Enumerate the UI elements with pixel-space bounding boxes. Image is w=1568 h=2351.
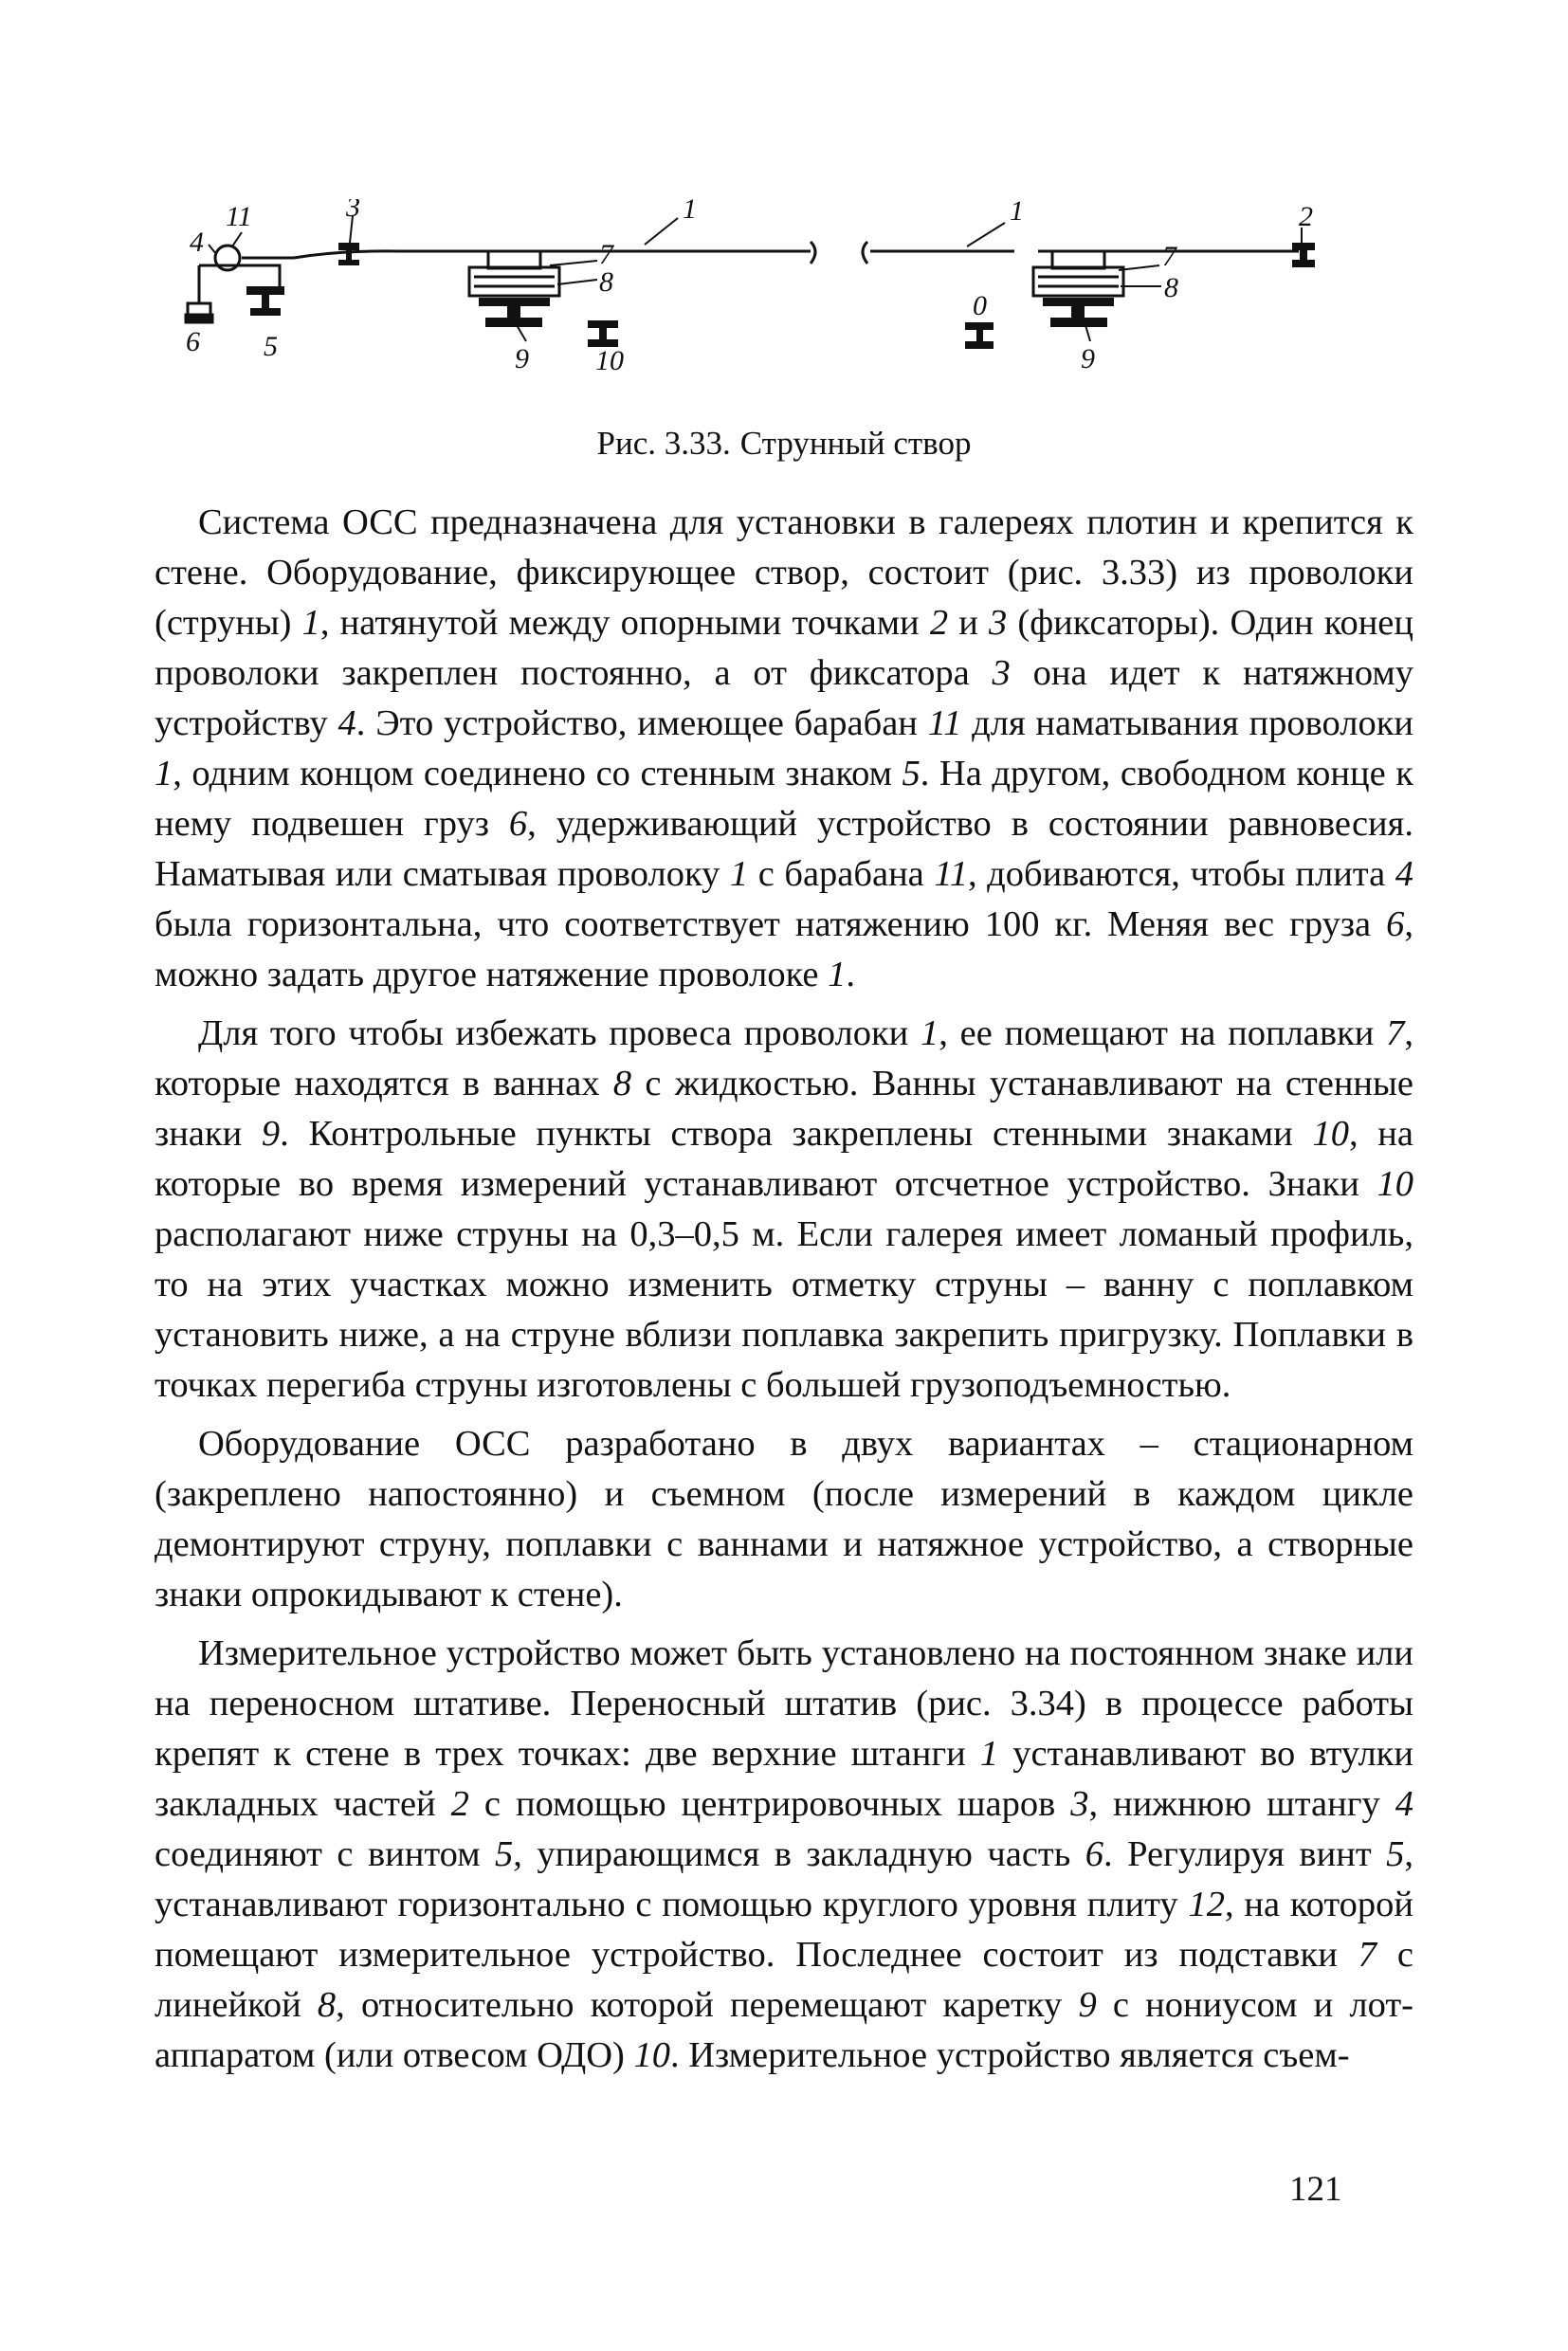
text-run: , на которой помещают измерительное устройство. Последнее состоит из подставки [155, 1885, 1414, 1975]
text-run: , удерживающий устройство в состоянии равновесия. Наматывая или сматывая проволоку [155, 804, 1413, 894]
ref-number: 9 [1078, 1985, 1097, 2025]
text-run: , упирающимся в закладную часть [513, 1834, 1085, 1874]
text-run: . Это устройство, имеющее барабан [356, 703, 928, 743]
ref-number: 5 [1386, 1834, 1405, 1874]
body-text [155, 498, 1413, 2081]
text-run: , натянутой между опорными точками [319, 603, 930, 643]
text-run: с помощью центрировочных шаров [468, 1784, 1071, 1824]
text-run: , на которые во время измерений устанавливают отсчетное устройство. Знаки [155, 1114, 1413, 1204]
ref-number: 4 [1395, 1784, 1413, 1824]
page-number: 121 [1289, 2170, 1342, 2209]
figure-string-alignment [152, 199, 1346, 427]
text-run: с нониусом и лот-аппаратом (или отвесом ОДО) [155, 1985, 1413, 2075]
ref-number: 2 [450, 1784, 469, 1824]
ref-number: 10 [1312, 1114, 1349, 1154]
text-run: соединяют с винтом [155, 1834, 496, 1874]
ref-number: 3 [992, 653, 1011, 693]
ref-number: 11 [934, 854, 968, 894]
ref-number: 6 [508, 804, 528, 844]
weight [186, 303, 212, 322]
control-point-10 [588, 320, 618, 347]
text-run: (фиксаторы). Один конец проволоки закреплен постоянно, а от фиксатора [155, 603, 1413, 693]
label-1-right: 1 [1010, 199, 1024, 227]
text-run: , которые находятся в ваннах [155, 1013, 1414, 1103]
ref-number: 2 [929, 603, 949, 643]
text-run: . Регулируя винт [1103, 1834, 1387, 1874]
label-7-right: 7 [1162, 241, 1176, 272]
ref-number: 3 [989, 603, 1008, 643]
label-11: 11 [226, 201, 252, 232]
text-run: Система ОСС предназначена для установки в галереях плотин и крепится к стене. Оборудование, фиксирующее створ, состоит (рис. 3.33) из проволоки (струны) [155, 502, 1413, 643]
text-run: Измерительное устройство может быть установлено на постоянном знаке или на переносном штативе. Переносный штатив (рис. 3.34) в процессе работы крепят к стене в трех точках: две верхние штанги [155, 1633, 1413, 1774]
ref-number: 6 [1386, 904, 1405, 944]
ref-number: 1 [921, 1013, 939, 1053]
text-run: располагают ниже струны на 0,3–0,5 м. Если галерея имеет ломаный профиль, то на этих участках можно изменить отметку струны – ванну с поплавком установить ниже, а на струне вблизи поплавка закрепить пригрузку. Поплавки в точках перегиба струны изготовлены с большей грузоподъемностью. [155, 1214, 1413, 1405]
text-run: , нижнюю штангу [1088, 1784, 1395, 1824]
string-alignment-diagram [152, 199, 1346, 427]
text-run: устанавливают во втулки закладных частей [155, 1734, 1413, 1824]
text-run: с жидкостью. Ванны устанавливают на стенные знаки [155, 1064, 1413, 1154]
text-run: с линейкой [155, 1935, 1413, 2025]
label-6: 6 [186, 326, 200, 357]
ref-number: 5 [495, 1834, 514, 1874]
ref-number: 4 [1395, 854, 1413, 894]
label-7-left: 7 [599, 239, 613, 270]
text-run: была горизонтальна, что соответствует натяжению 100 кг. Меняя вес груза [155, 904, 1387, 944]
text-run: , можно задать другое натяжение проволоке [155, 904, 1413, 994]
label-3: 3 [346, 199, 360, 223]
text-run: , добиваются, чтобы плита [967, 854, 1395, 894]
ref-number: 1 [155, 754, 173, 793]
bath-mark-9-right [1043, 298, 1114, 327]
label-1-left: 1 [683, 199, 697, 225]
ref-number: 3 [1070, 1784, 1089, 1824]
ref-number: 1 [828, 955, 847, 994]
text-run: . На другом, свободном конце к нему подвешен груз [155, 754, 1413, 844]
paragraph-1 [155, 498, 1413, 1000]
paragraph-2 [155, 1009, 1413, 1411]
text-run: , устанавливают горизонтально с помощью круглого уровня плиту [155, 1834, 1413, 1924]
text-run: . Контрольные пункты створа закреплены стенными знаками [280, 1114, 1313, 1154]
ref-number: 11 [927, 703, 962, 743]
ref-number: 1 [301, 603, 320, 643]
text-run: Для того чтобы избежать провеса проволоки [198, 1013, 921, 1053]
text-run: и [948, 603, 989, 643]
text-run: , ее помещают на поплавки [939, 1013, 1387, 1053]
string-wire-left [228, 199, 815, 264]
ref-number: 7 [1386, 1013, 1405, 1053]
float-bath-left [469, 251, 559, 296]
text-run: с барабана [748, 854, 935, 894]
bath-mark-9-left [479, 298, 550, 327]
ref-number: 8 [317, 1985, 337, 2025]
text-run: . [846, 955, 855, 994]
caption-number: Рис. 3.33. [596, 425, 731, 462]
label-2: 2 [1299, 201, 1313, 232]
ref-number: 12 [1188, 1885, 1225, 1924]
control-point-right [965, 322, 994, 349]
ref-number: 5 [902, 754, 921, 793]
leader-lines [209, 216, 1302, 341]
label-4: 4 [190, 227, 204, 258]
text-run: . Измерительное устройство является съем- [669, 2035, 1350, 2075]
float-bath-right [1033, 251, 1123, 296]
figure-caption [0, 425, 1568, 463]
ref-number: 10 [1377, 1164, 1413, 1204]
ref-number: 4 [337, 703, 356, 743]
label-5: 5 [264, 331, 278, 362]
text-run: , одним концом соединено со стенным знаком [173, 754, 903, 793]
ref-number: 8 [612, 1064, 632, 1103]
label-9-right: 9 [1081, 343, 1095, 374]
fixator-2 [1292, 243, 1315, 267]
wall-mark-5 [246, 286, 284, 316]
ref-number: 7 [1358, 1935, 1377, 1975]
label-0: 0 [973, 290, 987, 321]
ref-number: 1 [979, 1734, 999, 1774]
label-8-left: 8 [599, 266, 613, 298]
paragraph-4 [155, 1629, 1413, 2081]
text-run: она идет к натяжному устройству [155, 653, 1413, 743]
caption-text: Струнный створ [739, 425, 972, 462]
ref-number: 1 [729, 854, 749, 894]
fixator-3 [338, 243, 359, 265]
ref-number: 6 [1085, 1834, 1103, 1874]
label-10: 10 [595, 345, 624, 376]
text-run: для наматывания проволоки [961, 703, 1413, 743]
label-9-left: 9 [515, 343, 529, 374]
label-8-right: 8 [1164, 272, 1178, 303]
ref-number: 9 [261, 1114, 281, 1154]
ref-number: 10 [633, 2035, 670, 2075]
text-run: , относительно которой перемещают каретку [336, 1985, 1079, 2025]
paragraph-3: Оборудование ОСС разработано в двух вариантах – стационарном (закреплено напостоянно) и съемном (после измерений в каждом цикле демонтируют струну, поплавки с ваннами и натяжное устройство, а створные знаки опрокидывают к стене). [155, 1424, 1413, 1614]
